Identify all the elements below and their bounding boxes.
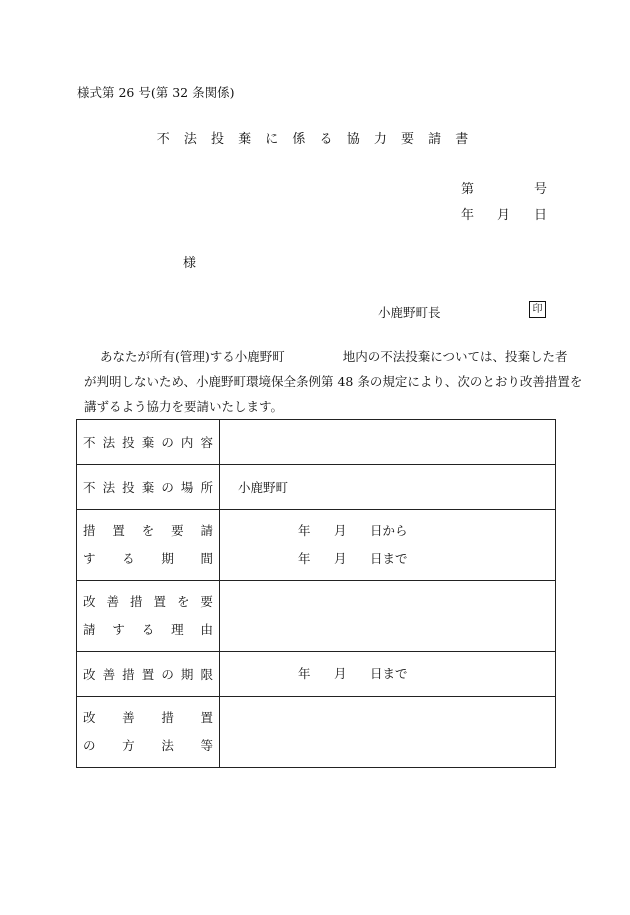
value-deadline: [220, 652, 556, 697]
label-location: [77, 465, 220, 510]
value-location: 小鹿野町: [220, 465, 556, 510]
label-deadline: [77, 652, 220, 697]
date-year: 年: [461, 208, 475, 223]
label-char: の: [161, 435, 174, 450]
label-char: 棄: [141, 480, 155, 495]
label-char: 法: [102, 480, 116, 495]
label-characters: [83, 704, 213, 732]
table-row-content: [77, 420, 556, 465]
period-from: 年 月 日から: [298, 523, 408, 538]
label-char: 改: [83, 710, 96, 725]
label-char: 置: [141, 667, 155, 682]
label-char: 投: [122, 480, 135, 495]
table-row-location: [77, 465, 556, 510]
label-char: す: [83, 551, 96, 566]
label-characters: [83, 478, 213, 496]
value-period: [220, 510, 556, 581]
label-char: す: [112, 622, 125, 637]
label-char: 善: [122, 710, 135, 725]
label-char: 善: [102, 667, 116, 682]
label-char: 不: [83, 480, 96, 495]
number-suffix: 号: [534, 182, 548, 197]
label-char: 請: [83, 622, 96, 637]
label-char: を: [176, 594, 190, 609]
label-char: 理: [171, 622, 184, 637]
label-char: 法: [161, 738, 174, 753]
document-title: 不 法 投 棄 に 係 る 協 力 要 請 書: [156, 132, 474, 147]
label-char: 由: [200, 622, 213, 637]
label-char: 等: [200, 738, 213, 753]
label-char: 措: [83, 523, 96, 538]
label-reason: [77, 581, 220, 652]
label-method: [77, 697, 220, 768]
table-row-reason: [77, 581, 556, 652]
label-characters: [83, 588, 213, 616]
label-char: 方: [122, 738, 135, 753]
label-characters: [83, 616, 213, 644]
label-char: の: [161, 480, 174, 495]
date-day: 日: [534, 208, 548, 223]
period-to: 年 月 日まで: [298, 551, 408, 566]
label-char: 善: [106, 594, 119, 609]
label-char: 措: [122, 667, 135, 682]
issuer-name: 小鹿野町長: [378, 305, 441, 320]
seal-mark: 印: [529, 301, 546, 318]
label-char: る: [122, 551, 135, 566]
label-content: [77, 420, 220, 465]
body-line-3: 講ずるよう協力を要請いたします。: [84, 399, 284, 414]
label-characters: [83, 545, 213, 573]
label-char: 措: [129, 594, 143, 609]
number-prefix: 第: [461, 182, 475, 197]
label-char: の: [161, 667, 174, 682]
label-char: 改: [83, 667, 96, 682]
body-line-1b: 地内の不法投棄については、投棄した者: [342, 349, 568, 364]
date-month: 月: [497, 208, 511, 223]
label-char: 所: [200, 480, 213, 495]
label-char: 投: [122, 435, 135, 450]
body-line-1a: あなたが所有(管理)する小鹿野町: [100, 349, 285, 364]
value-method: [220, 697, 556, 768]
label-char: 間: [200, 551, 213, 566]
label-characters: [83, 433, 213, 451]
label-char: 期: [180, 667, 194, 682]
label-char: 置: [200, 710, 213, 725]
value-content: [220, 420, 556, 465]
label-char: る: [141, 622, 155, 637]
body-line-2: が判明しないため、小鹿野町環境保全条例第 48 条の規定により、次のとおり改善措置を: [84, 374, 583, 389]
table-row-period: [77, 510, 556, 581]
addressee-suffix: 様: [183, 256, 197, 271]
label-char: 要: [171, 523, 184, 538]
label-char: 措: [161, 710, 174, 725]
form-number: 様式第 26 号(第 32 条関係): [77, 85, 235, 100]
label-char: 不: [83, 435, 96, 450]
label-characters: [83, 732, 213, 760]
label-char: 置: [112, 523, 125, 538]
label-char: 期: [161, 551, 174, 566]
label-period: [77, 510, 220, 581]
value-reason: [220, 581, 556, 652]
deadline-date: 年 月 日まで: [298, 666, 408, 681]
label-char: 限: [200, 667, 213, 682]
label-char: 要: [200, 594, 213, 609]
label-char: 棄: [141, 435, 155, 450]
table-row-deadline: [77, 652, 556, 697]
table-row-method: [77, 697, 556, 768]
label-char: 請: [200, 523, 213, 538]
body-line-1: [84, 344, 568, 369]
label-characters: [83, 517, 213, 545]
label-char: の: [83, 738, 96, 753]
label-characters: [83, 665, 213, 683]
label-char: 法: [102, 435, 116, 450]
request-body: [84, 344, 583, 419]
label-char: 置: [153, 594, 166, 609]
label-char: を: [141, 523, 155, 538]
label-char: 場: [180, 480, 194, 495]
label-char: 改: [83, 594, 96, 609]
label-char: 内: [180, 435, 194, 450]
request-table: [76, 419, 556, 768]
label-char: 容: [200, 435, 213, 450]
